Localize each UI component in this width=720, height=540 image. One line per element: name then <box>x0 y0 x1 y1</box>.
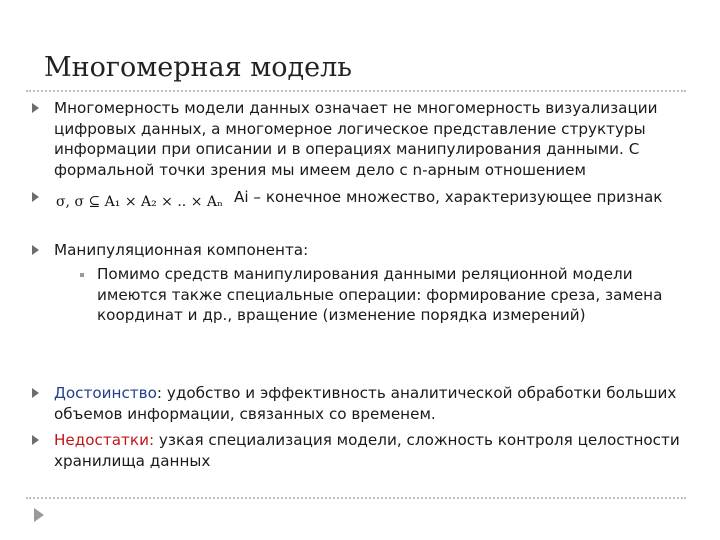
sub-bullet-square-icon <box>80 273 84 277</box>
advantage-label: Достоинство <box>54 384 157 402</box>
bullet-arrow-icon <box>32 388 39 398</box>
advantage-text: : удобство и эффективность аналитической обработки больших объемов информации, связанных со временем. <box>54 384 677 423</box>
manipulation-description: Помимо средств манипулирования данными реляционной модели имеются также специальные операции: формирование среза, замена координат и др., вращение (изменение порядка измерений) <box>97 265 663 324</box>
formula: σ, σ ⊆ A₁ × A₂ × .. × Aₙ <box>56 194 224 210</box>
bullet-arrow-icon <box>32 245 39 255</box>
bullet-arrow-icon <box>32 192 39 202</box>
footer-arrow-icon <box>34 508 44 522</box>
formula-description: Ai – конечное множество, характеризующее признак <box>234 188 663 206</box>
intro-paragraph: Многомерность модели данных означает не многомерность визуализации цифровых данных, а многомерное логическое представление структуры информации при описании и в операциях манипулирования данными. С формальной точки зрения мы имеем дело с n-арным отношением <box>54 99 658 179</box>
slide-title: Многомерная модель <box>44 52 352 83</box>
disadvantage-paragraph <box>54 430 694 471</box>
disadvantage-text: узкая специализация модели, сложность контроля целостности хранилища данных <box>54 431 680 470</box>
advantage-paragraph <box>54 383 694 424</box>
manipulation-heading: Манипуляционная компонента: <box>54 241 309 259</box>
title-divider <box>26 90 686 92</box>
disadvantage-label: Недостатки: <box>54 431 155 449</box>
bullet-arrow-icon <box>32 435 39 445</box>
bullet-arrow-icon <box>32 103 39 113</box>
footer-divider <box>26 497 686 499</box>
